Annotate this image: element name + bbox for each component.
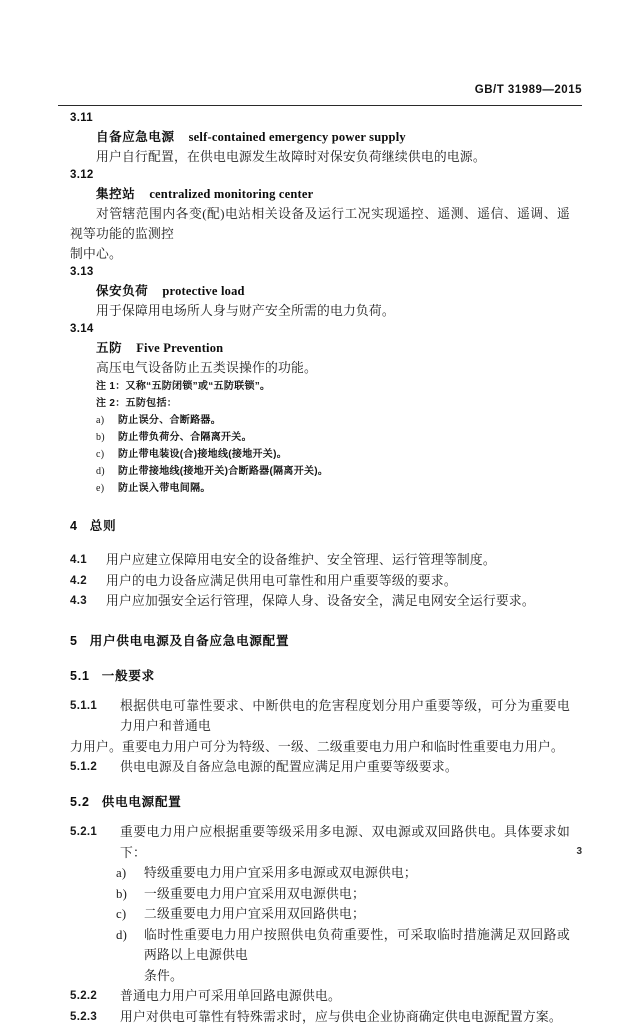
clause-text: 用户的电力设备应满足供用电可靠性和用户重要等级的要求。 <box>106 571 570 592</box>
clause-5-1-1 <box>70 696 570 737</box>
note-1 <box>96 378 570 395</box>
item-text <box>144 925 570 987</box>
item-line-1: 临时性重要电力用户按照供电负荷重要性，可采取临时措施满足双回路或两路以上电源供电 <box>144 928 570 963</box>
section-heading-5-2 <box>70 793 570 812</box>
note-text: 又称“五防闭锁”或“五防联锁”。 <box>126 381 271 392</box>
item-label: d) <box>116 925 144 987</box>
clause-text: 供电电源及自备应急电源的配置应满足用户重要等级要求。 <box>120 757 570 778</box>
list-item-c <box>116 904 570 925</box>
term-entry-3-12 <box>96 184 570 204</box>
item-label: e) <box>96 480 118 497</box>
section-title: 总则 <box>90 519 117 533</box>
note-label: 注 1： <box>96 381 126 392</box>
document-body <box>70 110 570 1027</box>
term-chinese: 集控站 <box>96 187 135 201</box>
section-number: 5.1 <box>70 669 90 683</box>
standard-number: GB/T 31989—2015 <box>475 84 582 96</box>
clause-text: 重要电力用户应根据重要等级采用多电源、双电源或双回路供电。具体要求如下： <box>120 822 570 863</box>
note-2 <box>96 395 570 412</box>
item-text: 二级重要电力用户宜采用双回路供电； <box>144 904 570 925</box>
clause-number: 5.2.2 <box>70 986 120 1007</box>
item-text: 防止误入带电间隔。 <box>118 480 570 497</box>
term-entry-3-11 <box>96 127 570 147</box>
term-english: centralized monitoring center <box>149 187 313 201</box>
term-entry-3-13 <box>96 281 570 301</box>
clause-number: 4.1 <box>70 550 106 571</box>
clause-5-1-1-line2: 力用户。重要电力用户可分为特级、一级、二级重要电力用户和临时性重要电力用户。 <box>70 737 570 757</box>
item-text: 防止误分、合断路器。 <box>118 412 570 429</box>
clause-number: 5.2.1 <box>70 822 120 863</box>
term-definition-3-12-line1: 对管辖范围内各变(配)电站相关设备及运行工况实现遥控、遥测、遥信、遥调、遥视等功能的监测控 <box>70 204 570 244</box>
clause-text: 用户应加强安全运行管理，保障人身、设备安全，满足电网安全运行要求。 <box>106 591 570 612</box>
section-title: 用户供电电源及自备应急电源配置 <box>90 634 290 648</box>
item-label: d) <box>96 463 118 480</box>
clause-number: 5.1.2 <box>70 757 120 778</box>
note-list-item-c <box>96 446 570 463</box>
note-text: 五防包括： <box>126 398 178 409</box>
page-number: 3 <box>576 846 582 857</box>
item-text: 特级重要电力用户宜采用多电源或双电源供电； <box>144 863 570 884</box>
clause-line-1: 根据供电可靠性要求、中断供电的危害程度划分用户重要等级，可分为重要电力用户和普通电 <box>120 699 570 734</box>
section-heading-5 <box>70 632 570 651</box>
list-item-d <box>116 925 570 987</box>
clause-number-3-13: 3.13 <box>70 264 570 281</box>
page-header <box>58 84 582 106</box>
term-english: protective load <box>162 284 244 298</box>
term-chinese: 五防 <box>96 341 122 355</box>
clause-4-1 <box>70 550 570 571</box>
clause-5-1-2 <box>70 757 570 778</box>
clause-number: 5.2.3 <box>70 1007 120 1027</box>
section-number: 4 <box>70 519 78 533</box>
item-line-2: 条件。 <box>144 966 570 987</box>
term-entry-3-14 <box>96 338 570 358</box>
header-divider <box>58 105 582 106</box>
term-chinese: 保安负荷 <box>96 284 148 298</box>
item-label: b) <box>116 884 144 905</box>
section-heading-5-1 <box>70 667 570 686</box>
clause-number: 4.2 <box>70 571 106 592</box>
section-title: 一般要求 <box>102 669 155 683</box>
clause-text: 用户对供电可靠性有特殊需求时，应与供电企业协商确定供电电源配置方案。 <box>120 1007 570 1027</box>
note-label: 注 2： <box>96 398 126 409</box>
item-label: c) <box>116 904 144 925</box>
clause-text <box>120 696 570 737</box>
item-text: 防止带电装设(合)接地线(接地开关)。 <box>118 446 570 463</box>
clause-number-3-11: 3.11 <box>70 110 570 127</box>
section-heading-4 <box>70 517 570 536</box>
note-list-item-e <box>96 480 570 497</box>
section-number: 5.2 <box>70 795 90 809</box>
clause-4-2 <box>70 571 570 592</box>
clause-number-3-12: 3.12 <box>70 167 570 184</box>
note-list-item-b <box>96 429 570 446</box>
term-chinese: 自备应急电源 <box>96 130 175 144</box>
term-definition-3-13: 用于保障用电场所人身与财产安全所需的电力负荷。 <box>70 301 570 321</box>
clause-5-2-3 <box>70 1007 570 1027</box>
list-item-a <box>116 863 570 884</box>
clause-5-2-1 <box>70 822 570 863</box>
clause-5-2-2 <box>70 986 570 1007</box>
term-definition-3-11: 用户自行配置，在供电电源发生故障时对保安负荷继续供电的电源。 <box>70 147 570 167</box>
list-item-b <box>116 884 570 905</box>
term-english: self-contained emergency power supply <box>189 130 406 144</box>
item-label: c) <box>96 446 118 463</box>
item-text: 一级重要电力用户宜采用双电源供电； <box>144 884 570 905</box>
clause-text: 用户应建立保障用电安全的设备维护、安全管理、运行管理等制度。 <box>106 550 570 571</box>
clause-text: 普通电力用户可采用单回路电源供电。 <box>120 986 570 1007</box>
clause-4-3 <box>70 591 570 612</box>
item-label: a) <box>116 863 144 884</box>
term-definition-3-14: 高压电气设备防止五类误操作的功能。 <box>70 358 570 378</box>
section-title: 供电电源配置 <box>102 795 182 809</box>
note-list-item-a <box>96 412 570 429</box>
clause-number-3-14: 3.14 <box>70 321 570 338</box>
item-label: a) <box>96 412 118 429</box>
term-english: Five Prevention <box>136 341 223 355</box>
item-label: b) <box>96 429 118 446</box>
term-definition-3-12-line2: 制中心。 <box>70 244 570 264</box>
item-text: 防止带负荷分、合隔离开关。 <box>118 429 570 446</box>
note-list-item-d <box>96 463 570 480</box>
section-number: 5 <box>70 634 78 648</box>
clause-number: 4.3 <box>70 591 106 612</box>
clause-number: 5.1.1 <box>70 696 120 737</box>
item-text: 防止带接地线(接地开关)合断路器(隔离开关)。 <box>118 463 570 480</box>
